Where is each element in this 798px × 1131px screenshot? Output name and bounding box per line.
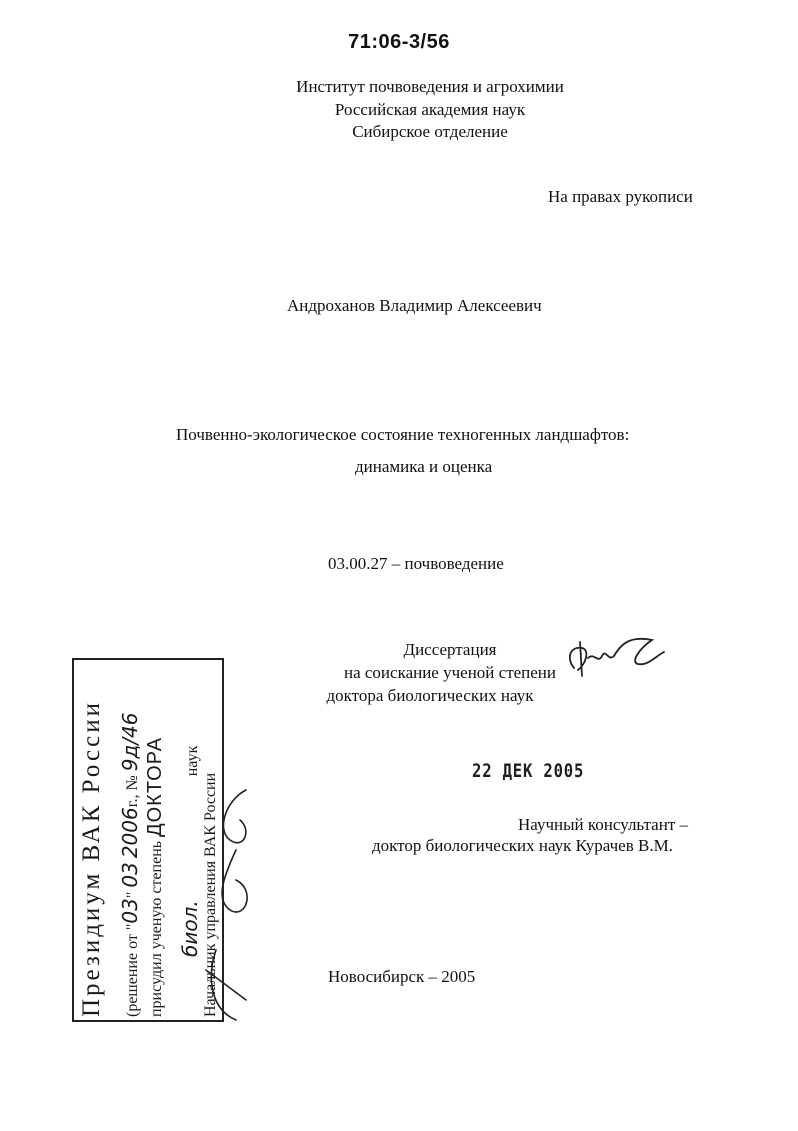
rights-note: На правах рукописи <box>548 187 693 206</box>
place-year: Новосибирск – 2005 <box>328 967 476 986</box>
consultant-line-2: доктор биологических наук Курачев В.М. <box>372 836 673 855</box>
dissertation-line-2: на соискание ученой степени <box>343 663 557 682</box>
vak-stamp-awarded: присудил ученую степень ДОКТОРА <box>144 736 166 1017</box>
dissertation-line-1: Диссертация <box>403 640 497 659</box>
author-name: Андроханов Владимир Алексеевич <box>287 296 542 315</box>
signature-stamp <box>196 770 266 1030</box>
vak-stamp-field: биол. наук <box>178 745 202 957</box>
title-line-1: Почвенно-экологическое состояние техногенных ландшафтов: <box>176 425 630 444</box>
vak-stamp-head: Начальник управления ВАК России <box>202 772 219 1017</box>
received-date-stamp: 22 ДЕК 2005 <box>472 760 585 782</box>
signature-top <box>560 628 670 684</box>
specialty: 03.00.27 – почвоведение <box>328 554 504 573</box>
vak-stamp-title: Президиум ВАК России <box>78 700 105 1017</box>
title-line-2: динамика и оценка <box>355 457 493 476</box>
dissertation-line-3: доктора биологических наук <box>326 686 534 705</box>
document-code: 71:06-3/56 <box>348 31 450 53</box>
institution-line-1: Институт почвоведения и агрохимии <box>296 77 564 96</box>
vak-stamp-decision: (решение от "03" 03 2006г., № 9д/46 <box>118 712 142 1017</box>
institution-line-2: Российская академия наук <box>334 100 526 119</box>
consultant-line-1: Научный консультант – <box>518 815 688 834</box>
institution-line-3: Сибирское отделение <box>352 122 508 141</box>
